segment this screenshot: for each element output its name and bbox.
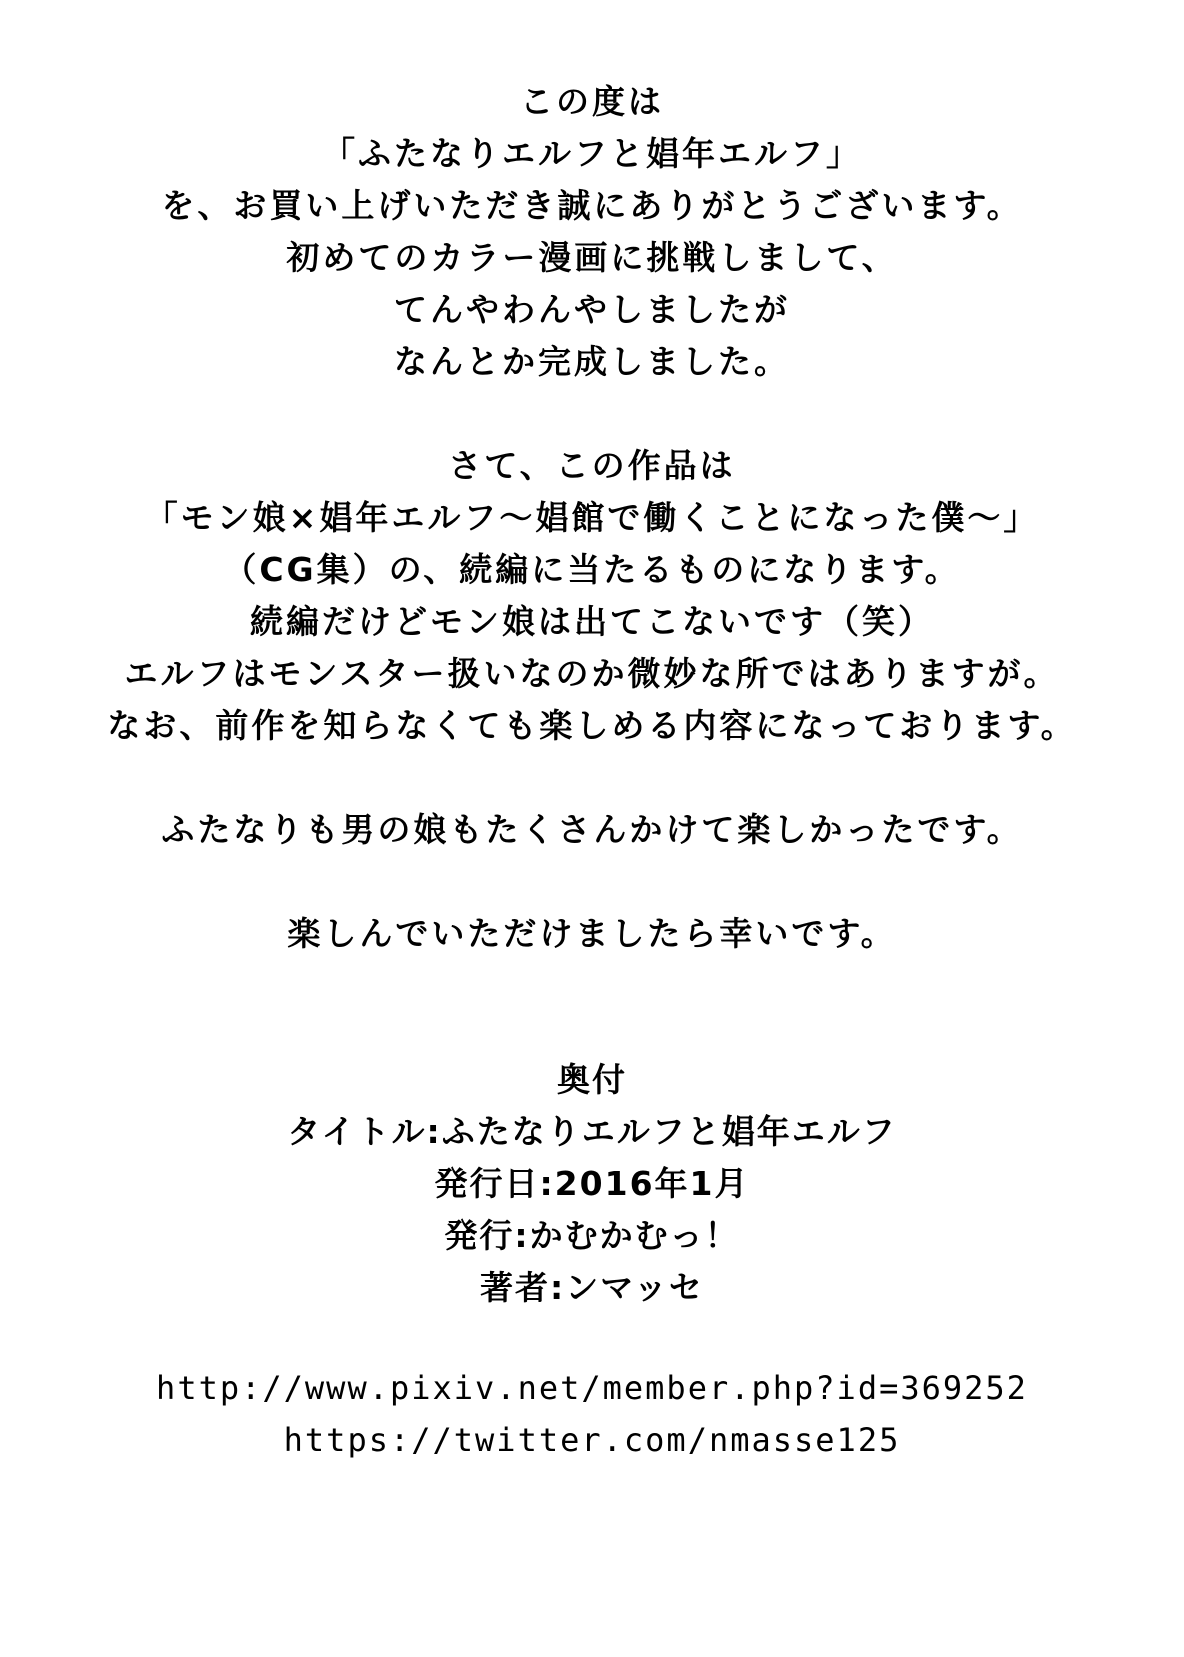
text-line: エルフはモンスター扱いなのか微妙な所ではありますが。 [124, 654, 1060, 693]
text-line: を、お買い上げいただき誠にありがとうございます。 [161, 186, 1023, 225]
text-line: 「ふたなりエルフと娼年エルフ」 [322, 134, 862, 173]
text-line: 続編だけどモン娘は出てこないです（笑） [250, 602, 934, 641]
text-line: てんやわんやしましたが [394, 290, 790, 329]
colophon-publisher: 発行:かむかむっ！ [444, 1216, 740, 1255]
text-line: 初めてのカラー漫画に挑戦しまして、 [286, 238, 898, 277]
twitter-link[interactable]: https://twitter.com/nmasse125 [283, 1421, 901, 1459]
text-line: 「モン娘×娼年エルフ～娼館で働くことになった僕～」 [144, 498, 1040, 537]
colophon-title: タイトル:ふたなりエルフと娼年エルフ [287, 1112, 897, 1151]
text-line: （CG集）の、続編に当たるものになります。 [223, 550, 961, 589]
text-line: さて、この作品は [448, 446, 736, 485]
text-line: ふたなりも男の娘もたくさんかけて楽しかったです。 [161, 810, 1023, 849]
colophon-author: 著者:ンマッセ [480, 1268, 704, 1307]
text-line: 楽しんでいただけましたら幸いです。 [287, 914, 897, 953]
text-line: なんとか完成しました。 [394, 342, 790, 381]
text-line: この度は [520, 82, 664, 121]
colophon-heading: 奥付 [557, 1060, 627, 1099]
text-line: なお、前作を知らなくても楽しめる内容になっております。 [107, 706, 1077, 745]
pixiv-link[interactable]: http://www.pixiv.net/member.php?id=369252 [156, 1369, 1028, 1407]
colophon-date: 発行日:2016年1月 [434, 1164, 750, 1203]
